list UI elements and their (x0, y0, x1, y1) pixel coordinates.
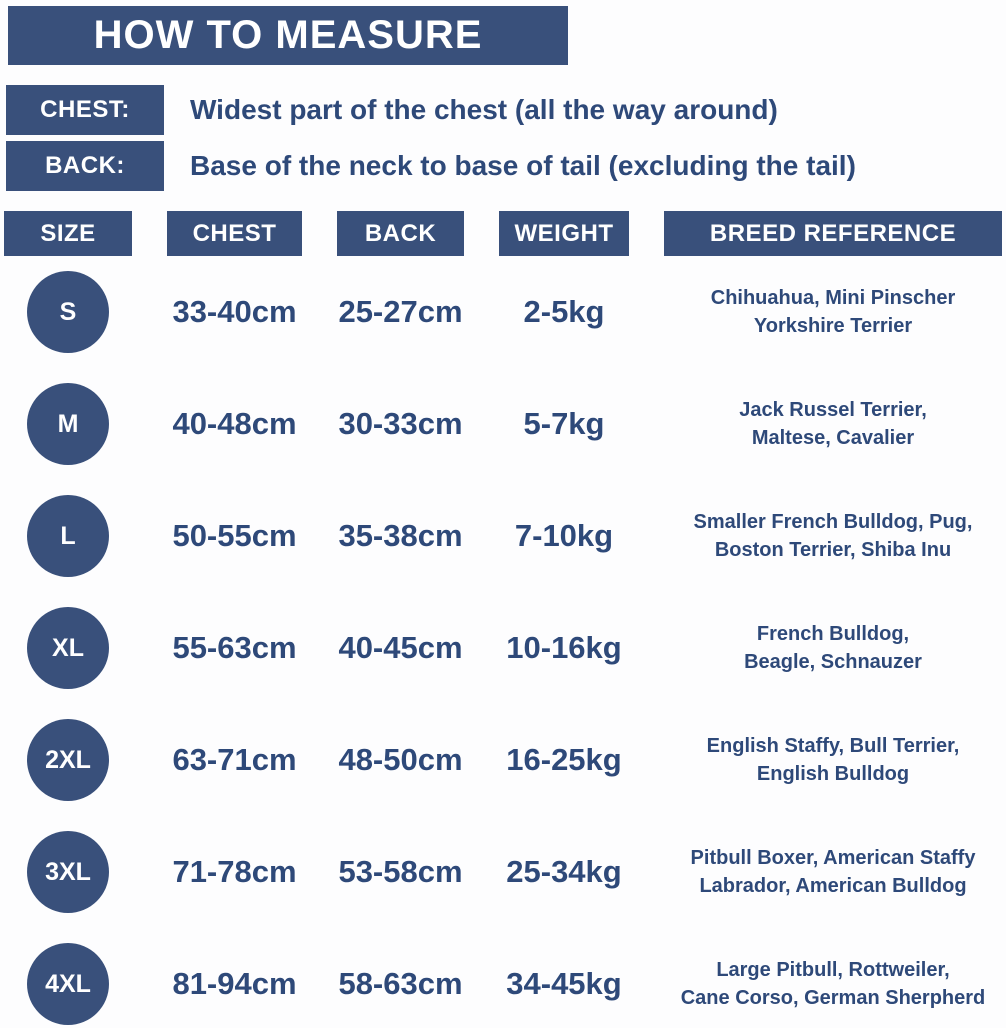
size-badge: 2XL (27, 719, 109, 801)
column-header-breed: BREED REFERENCE (664, 211, 1002, 256)
size-cell (4, 495, 132, 577)
breed-line-2: Maltese, Cavalier (751, 427, 915, 449)
chest-value: 33-40cm (172, 294, 297, 329)
size-badge: S (27, 271, 109, 353)
chest-value: 40-48cm (172, 406, 297, 441)
chest-value: 71-78cm (172, 854, 297, 889)
size-cell (4, 607, 132, 689)
breed-reference (664, 732, 1002, 788)
breed-line-2: English Bulldog (756, 763, 910, 785)
title-bar (8, 6, 568, 65)
breed-line-1: English Staffy, Bull Terrier, (706, 735, 960, 757)
breed-line-2: Cane Corso, German Sherpherd (680, 987, 986, 1009)
back-value: 25-27cm (338, 294, 463, 329)
column-header-weight: WEIGHT (499, 211, 629, 256)
size-guide-infographic (0, 6, 1006, 1028)
column-header-back: BACK (337, 211, 464, 256)
back-value: 53-58cm (338, 854, 463, 889)
breed-reference (664, 396, 1002, 452)
breed-line-2: Labrador, American Bulldog (699, 875, 967, 897)
breed-reference (664, 284, 1002, 340)
chest-label: CHEST: (6, 85, 164, 135)
table-row-l (4, 480, 1006, 592)
measure-legend (6, 85, 1006, 191)
legend-row-chest (6, 85, 1006, 135)
weight-value: 5-7kg (523, 406, 605, 441)
size-cell (4, 383, 132, 465)
chest-value: 55-63cm (172, 630, 297, 665)
chest-value: 63-71cm (172, 742, 297, 777)
breed-line-2: Boston Terrier, Shiba Inu (714, 539, 952, 561)
size-badge: XL (27, 607, 109, 689)
size-badge: 4XL (27, 943, 109, 1025)
size-badge: M (27, 383, 109, 465)
back-description: Base of the neck to base of tail (excluding the tail) (190, 150, 856, 181)
chest-value: 81-94cm (172, 966, 297, 1001)
breed-line-1: Large Pitbull, Rottweiler, (716, 959, 950, 981)
chest-value: 50-55cm (172, 518, 297, 553)
weight-value: 2-5kg (523, 294, 605, 329)
weight-value: 34-45kg (506, 966, 622, 1001)
page-title: HOW TO MEASURE (93, 13, 483, 57)
breed-reference (664, 844, 1002, 900)
breed-line-1: Chihuahua, Mini Pinscher (710, 287, 956, 309)
size-badge: 3XL (27, 831, 109, 913)
breed-line-1: Smaller French Bulldog, Pug, (693, 511, 973, 533)
breed-line-1: Pitbull Boxer, American Staffy (690, 847, 976, 869)
size-badge: L (27, 495, 109, 577)
table-row-3xl (4, 816, 1006, 928)
breed-line-1: French Bulldog, (756, 623, 910, 645)
back-value: 40-45cm (338, 630, 463, 665)
column-header-size: SIZE (4, 211, 132, 256)
breed-line-2: Yorkshire Terrier (753, 315, 913, 337)
table-row-2xl (4, 704, 1006, 816)
back-value: 35-38cm (338, 518, 463, 553)
weight-value: 25-34kg (506, 854, 622, 889)
size-table (0, 211, 1006, 1028)
legend-row-back (6, 141, 1006, 191)
table-row-4xl (4, 928, 1006, 1028)
size-cell (4, 943, 132, 1025)
breed-reference (664, 956, 1002, 1012)
size-cell (4, 831, 132, 913)
table-header-row (4, 211, 1006, 256)
column-header-chest: CHEST (167, 211, 302, 256)
chest-description: Widest part of the chest (all the way around) (190, 94, 778, 125)
size-cell (4, 719, 132, 801)
weight-value: 16-25kg (506, 742, 622, 777)
back-value: 30-33cm (338, 406, 463, 441)
table-row-xl (4, 592, 1006, 704)
breed-line-1: Jack Russel Terrier, (739, 399, 927, 421)
weight-value: 10-16kg (506, 630, 622, 665)
weight-value: 7-10kg (514, 518, 614, 553)
breed-line-2: Beagle, Schnauzer (744, 651, 922, 673)
size-cell (4, 271, 132, 353)
table-row-s (4, 256, 1006, 368)
table-row-m (4, 368, 1006, 480)
back-label: BACK: (6, 141, 164, 191)
back-value: 58-63cm (338, 966, 463, 1001)
breed-reference (664, 620, 1002, 676)
back-value: 48-50cm (338, 742, 463, 777)
breed-reference (664, 508, 1002, 564)
